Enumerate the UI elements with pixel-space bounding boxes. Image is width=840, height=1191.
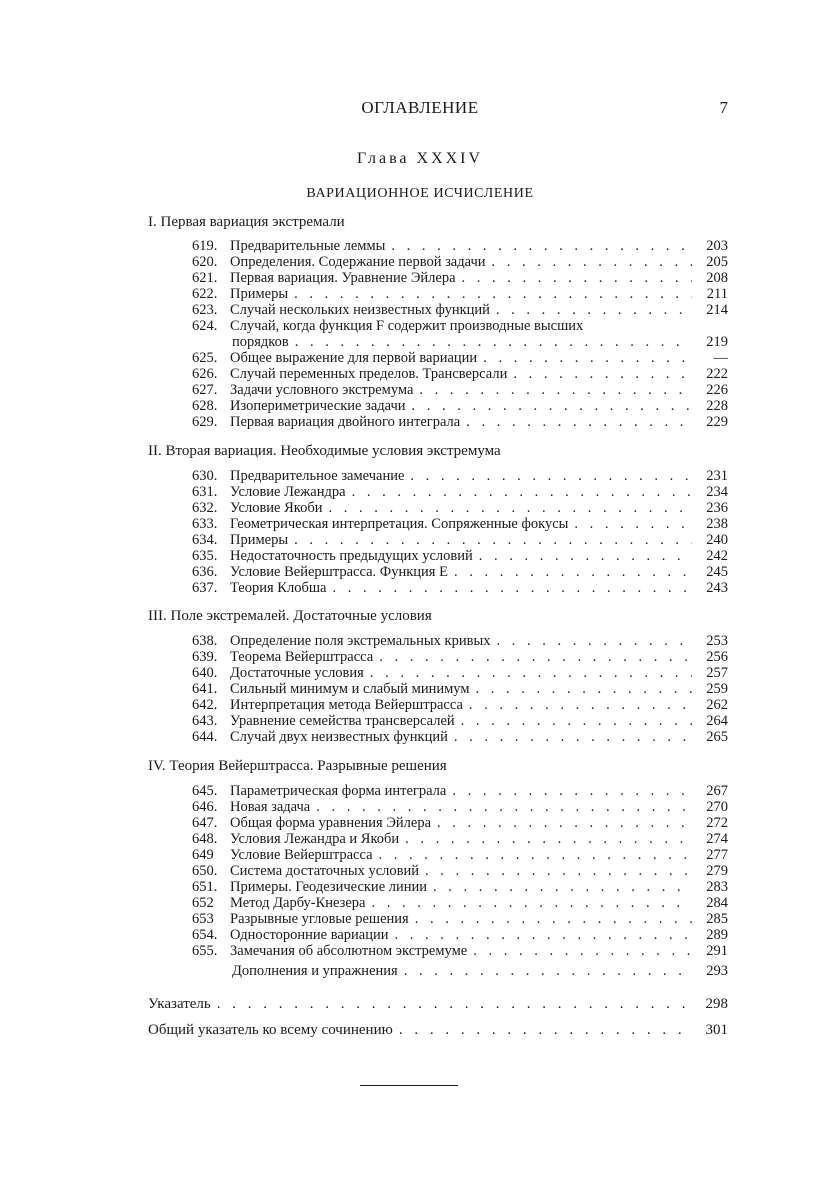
dot-leader	[454, 729, 692, 745]
entry-title: Предварительное замечание	[230, 468, 405, 484]
entry-title: Интерпретация метода Вейерштрасса	[230, 697, 463, 713]
entry-number: 646.	[192, 799, 218, 815]
toc-entry[interactable]	[192, 847, 728, 863]
entry-page: 277	[706, 847, 728, 863]
toc-entry[interactable]	[192, 649, 728, 665]
toc-entry[interactable]	[192, 911, 728, 927]
entry-page: 214	[706, 302, 728, 318]
dot-leader	[295, 334, 692, 350]
dot-leader	[425, 863, 692, 879]
entry-title: Условие Вейерштрасса. Функция E	[230, 564, 448, 580]
entry-title: Определения. Содержание первой задачи	[230, 254, 486, 270]
entry-number: 655.	[192, 943, 218, 959]
dot-leader	[415, 911, 692, 927]
toc-entry[interactable]	[192, 815, 728, 831]
entry-page: 231	[706, 468, 728, 484]
entry-number: 625.	[192, 350, 218, 366]
toc-entry[interactable]	[192, 927, 728, 943]
toc-entry[interactable]	[192, 382, 728, 398]
entry-page: 264	[706, 713, 728, 729]
part-heading: I. Первая вариация экстремали	[148, 214, 345, 230]
dot-leader	[332, 580, 692, 596]
part-heading: II. Вторая вариация. Необходимые условия экстремума	[148, 443, 501, 459]
dot-leader	[462, 270, 692, 286]
entry-title: Метод Дарбу-Кнезера	[230, 895, 366, 911]
entry-page: 257	[706, 665, 728, 681]
entry-page: 242	[706, 548, 728, 564]
entry-number: 632.	[192, 500, 218, 516]
dot-leader	[433, 879, 692, 895]
dot-leader	[352, 484, 692, 500]
entry-title: Первая вариация. Уравнение Эйлера	[230, 270, 456, 286]
toc-entry[interactable]	[192, 564, 728, 580]
dot-leader	[217, 995, 692, 1013]
page-number: 7	[719, 98, 728, 117]
dot-leader	[404, 963, 692, 979]
dot-leader	[513, 366, 692, 382]
entry-title: Разрывные угловые решения	[230, 911, 409, 927]
toc-entry[interactable]	[192, 270, 728, 286]
entry-page: 238	[706, 516, 728, 532]
entry-page: 284	[706, 895, 728, 911]
entry-number: 619.	[192, 238, 218, 254]
part-heading: IV. Теория Вейерштрасса. Разрывные решения	[148, 758, 447, 774]
dot-leader	[476, 681, 692, 697]
entry-title: Замечания об абсолютном экстремуме	[230, 943, 468, 959]
entry-title: Примеры	[230, 286, 289, 302]
dot-leader	[328, 500, 692, 516]
entry-number: 620.	[192, 254, 218, 270]
entry-title: Предварительные леммы	[230, 238, 386, 254]
dot-leader	[391, 238, 692, 254]
entry-number: 626.	[192, 366, 218, 382]
entry-page: 253	[706, 633, 728, 649]
end-rule	[360, 1085, 458, 1086]
entry-page: 298	[705, 996, 728, 1012]
entry-title: Случай переменных пределов. Трансверсали	[230, 366, 508, 382]
entry-number: 631.	[192, 484, 218, 500]
dot-leader	[370, 665, 692, 681]
entry-number: 642.	[192, 697, 218, 713]
chapter-label: Глава XXXIV	[356, 150, 484, 167]
toc-entry[interactable]	[192, 398, 728, 414]
entry-number: 636.	[192, 564, 218, 580]
dot-leader	[379, 649, 692, 665]
dot-leader	[372, 895, 693, 911]
entry-number: 628.	[192, 398, 218, 414]
entry-number: 624.	[192, 318, 218, 334]
entry-number: 645.	[192, 783, 218, 799]
entry-title: Уравнение семейства трансверсалей	[230, 713, 455, 729]
dot-leader	[419, 382, 692, 398]
entry-page: 211	[706, 286, 728, 302]
entry-title: Теорема Вейерштрасса	[230, 649, 374, 665]
part-heading: III. Поле экстремалей. Достаточные условия	[148, 608, 432, 624]
entry-title: Общее выражение для первой вариации	[230, 350, 478, 366]
entry-number: 627.	[192, 382, 218, 398]
entry-title: Случай двух неизвестных функций	[230, 729, 448, 745]
entry-page: 285	[706, 911, 728, 927]
toc-entry[interactable]	[192, 783, 728, 799]
entry-page: 272	[706, 815, 728, 831]
entry-page: 279	[706, 863, 728, 879]
toc-entry-index[interactable]	[148, 995, 728, 1013]
entry-page: 265	[706, 729, 728, 745]
entry-title: Условия Лежандра и Якоби	[230, 831, 400, 847]
entry-title: Примеры	[230, 532, 289, 548]
toc-entry[interactable]	[192, 548, 728, 564]
entry-page: 226	[706, 382, 728, 398]
entry-title: Случай нескольких неизвестных функций	[230, 302, 490, 318]
entry-number: 630.	[192, 468, 218, 484]
entry-page: 236	[706, 500, 728, 516]
entry-title: Примеры. Геодезические линии	[230, 879, 428, 895]
entry-number: 641.	[192, 681, 218, 697]
entry-page: 205	[706, 254, 728, 270]
entry-page: 243	[706, 580, 728, 596]
entry-page: 234	[706, 484, 728, 500]
entry-number: 633.	[192, 516, 218, 532]
entry-number: 644.	[192, 729, 218, 745]
toc-entry[interactable]	[192, 318, 728, 334]
entry-page: 289	[706, 927, 728, 943]
running-head	[0, 98, 840, 122]
entry-title: Общий указатель ко всему сочинению	[148, 1022, 393, 1038]
dot-leader	[473, 943, 692, 959]
entry-title: Условие Якоби	[230, 500, 323, 516]
entry-page: 222	[706, 366, 728, 382]
entry-page: 262	[706, 697, 728, 713]
entry-page: 245	[706, 564, 728, 580]
entry-page: 256	[706, 649, 728, 665]
entry-page: 293	[706, 963, 728, 979]
entry-title: Условие Вейерштрасса	[230, 847, 373, 863]
entry-title: Первая вариация двойного интеграла	[230, 414, 461, 430]
toc-entry[interactable]	[192, 863, 728, 879]
entry-number: 637.	[192, 580, 218, 596]
toc-entry[interactable]	[192, 633, 728, 649]
dot-leader	[466, 414, 692, 430]
dot-leader	[405, 831, 692, 847]
entry-number: 634.	[192, 532, 218, 548]
entry-number: 653	[192, 911, 214, 927]
entry-title: Указатель	[148, 996, 211, 1012]
dot-leader	[412, 398, 692, 414]
entry-number: 640.	[192, 665, 218, 681]
dot-leader	[437, 815, 692, 831]
toc-entry-general-index[interactable]	[148, 1021, 728, 1039]
toc-entry[interactable]	[192, 414, 728, 430]
entry-title: Система достаточных условий	[230, 863, 420, 879]
entry-number: 638.	[192, 633, 218, 649]
toc-entry[interactable]	[192, 484, 728, 500]
dot-leader	[294, 532, 692, 548]
running-title: ОГЛАВЛЕНИЕ	[361, 98, 479, 117]
entry-page: 259	[706, 681, 728, 697]
toc-entry[interactable]	[192, 500, 728, 516]
toc-entry[interactable]	[192, 350, 728, 366]
entry-title: Геометрическая интерпретация. Сопряженные фокусы	[230, 516, 569, 532]
entry-page: 203	[706, 238, 728, 254]
entry-page: 267	[706, 783, 728, 799]
dot-leader	[316, 799, 692, 815]
toc-entry-continuation[interactable]	[230, 334, 728, 350]
dot-leader	[379, 847, 692, 863]
dot-leader	[454, 564, 692, 580]
entry-title: Определение поля экстремальных кривых	[230, 633, 491, 649]
entry-title: Параметрическая форма интеграла	[230, 783, 447, 799]
entry-title: Теория Клобша	[230, 580, 327, 596]
chapter-subtitle: ВАРИАЦИОННОЕ ИСЧИСЛЕНИЕ	[306, 186, 534, 201]
entry-title: Задачи условного экстремума	[230, 382, 414, 398]
entry-number: 649	[192, 847, 214, 863]
dot-leader	[452, 783, 692, 799]
entry-page: 301	[705, 1022, 728, 1038]
entry-number: 654.	[192, 927, 218, 943]
entry-title: Общая форма уравнения Эйлера	[230, 815, 432, 831]
entry-number: 651.	[192, 879, 218, 895]
entry-page: 219	[706, 334, 728, 350]
entry-number: 648.	[192, 831, 218, 847]
entry-number: 647.	[192, 815, 218, 831]
toc-entry[interactable]	[192, 238, 728, 254]
toc-entry[interactable]	[192, 713, 728, 729]
toc-entry[interactable]	[192, 532, 728, 548]
entry-title: Новая задача	[230, 799, 311, 815]
dot-leader	[469, 697, 692, 713]
toc-entry[interactable]	[192, 943, 728, 959]
toc-entry[interactable]	[192, 254, 728, 270]
entry-title: Недостаточность предыдущих условий	[230, 548, 473, 564]
entry-number: 635.	[192, 548, 218, 564]
entry-number: 643.	[192, 713, 218, 729]
entry-title: Дополнения и упражнения	[232, 963, 398, 979]
toc-entry[interactable]	[192, 895, 728, 911]
entry-number: 650.	[192, 863, 218, 879]
toc-entry[interactable]	[192, 879, 728, 895]
entry-title: Изопериметрические задачи	[230, 398, 406, 414]
entry-number: 622.	[192, 286, 218, 302]
entry-page: 274	[706, 831, 728, 847]
entry-number: 621.	[192, 270, 218, 286]
entry-number: 629.	[192, 414, 218, 430]
dot-leader	[496, 302, 692, 318]
toc-entry[interactable]	[192, 799, 728, 815]
entry-title: Условие Лежандра	[230, 484, 346, 500]
dot-leader	[395, 927, 692, 943]
entry-page: 291	[706, 943, 728, 959]
entry-page: —	[713, 350, 728, 366]
toc-entry[interactable]	[192, 665, 728, 681]
dot-leader	[492, 254, 692, 270]
dot-leader	[399, 1021, 692, 1039]
dot-leader	[461, 713, 692, 729]
toc-entry[interactable]	[192, 516, 728, 532]
entry-page: 229	[706, 414, 728, 430]
toc-entry[interactable]	[192, 729, 728, 745]
dot-leader	[294, 286, 692, 302]
dot-leader	[410, 468, 692, 484]
toc-entry[interactable]	[192, 366, 728, 382]
entry-title: Достаточные условия	[230, 665, 364, 681]
entry-number: 652	[192, 895, 214, 911]
entry-title: Случай, когда функция F содержит производные высших	[230, 318, 584, 334]
entry-page: 240	[706, 532, 728, 548]
entry-number: 623.	[192, 302, 218, 318]
entry-number: 639.	[192, 649, 218, 665]
toc-entry[interactable]	[192, 468, 728, 484]
toc-entry[interactable]	[192, 580, 728, 596]
dot-leader	[483, 350, 692, 366]
entry-page: 283	[706, 879, 728, 895]
dot-leader	[496, 633, 692, 649]
toc-entry[interactable]	[192, 697, 728, 713]
dot-leader	[479, 548, 692, 564]
toc-entry[interactable]	[192, 302, 728, 318]
entry-title-continuation: порядков	[232, 334, 289, 350]
dot-leader	[574, 516, 692, 532]
toc-entry[interactable]	[192, 286, 728, 302]
entry-title: Односторонние вариации	[230, 927, 389, 943]
entry-page: 270	[706, 799, 728, 815]
toc-entry-supplement[interactable]	[230, 963, 728, 979]
entry-page: 208	[706, 270, 728, 286]
toc-entry[interactable]	[192, 831, 728, 847]
entry-page: 228	[706, 398, 728, 414]
entry-title: Сильный минимум и слабый минимум	[230, 681, 470, 697]
toc-entry[interactable]	[192, 681, 728, 697]
